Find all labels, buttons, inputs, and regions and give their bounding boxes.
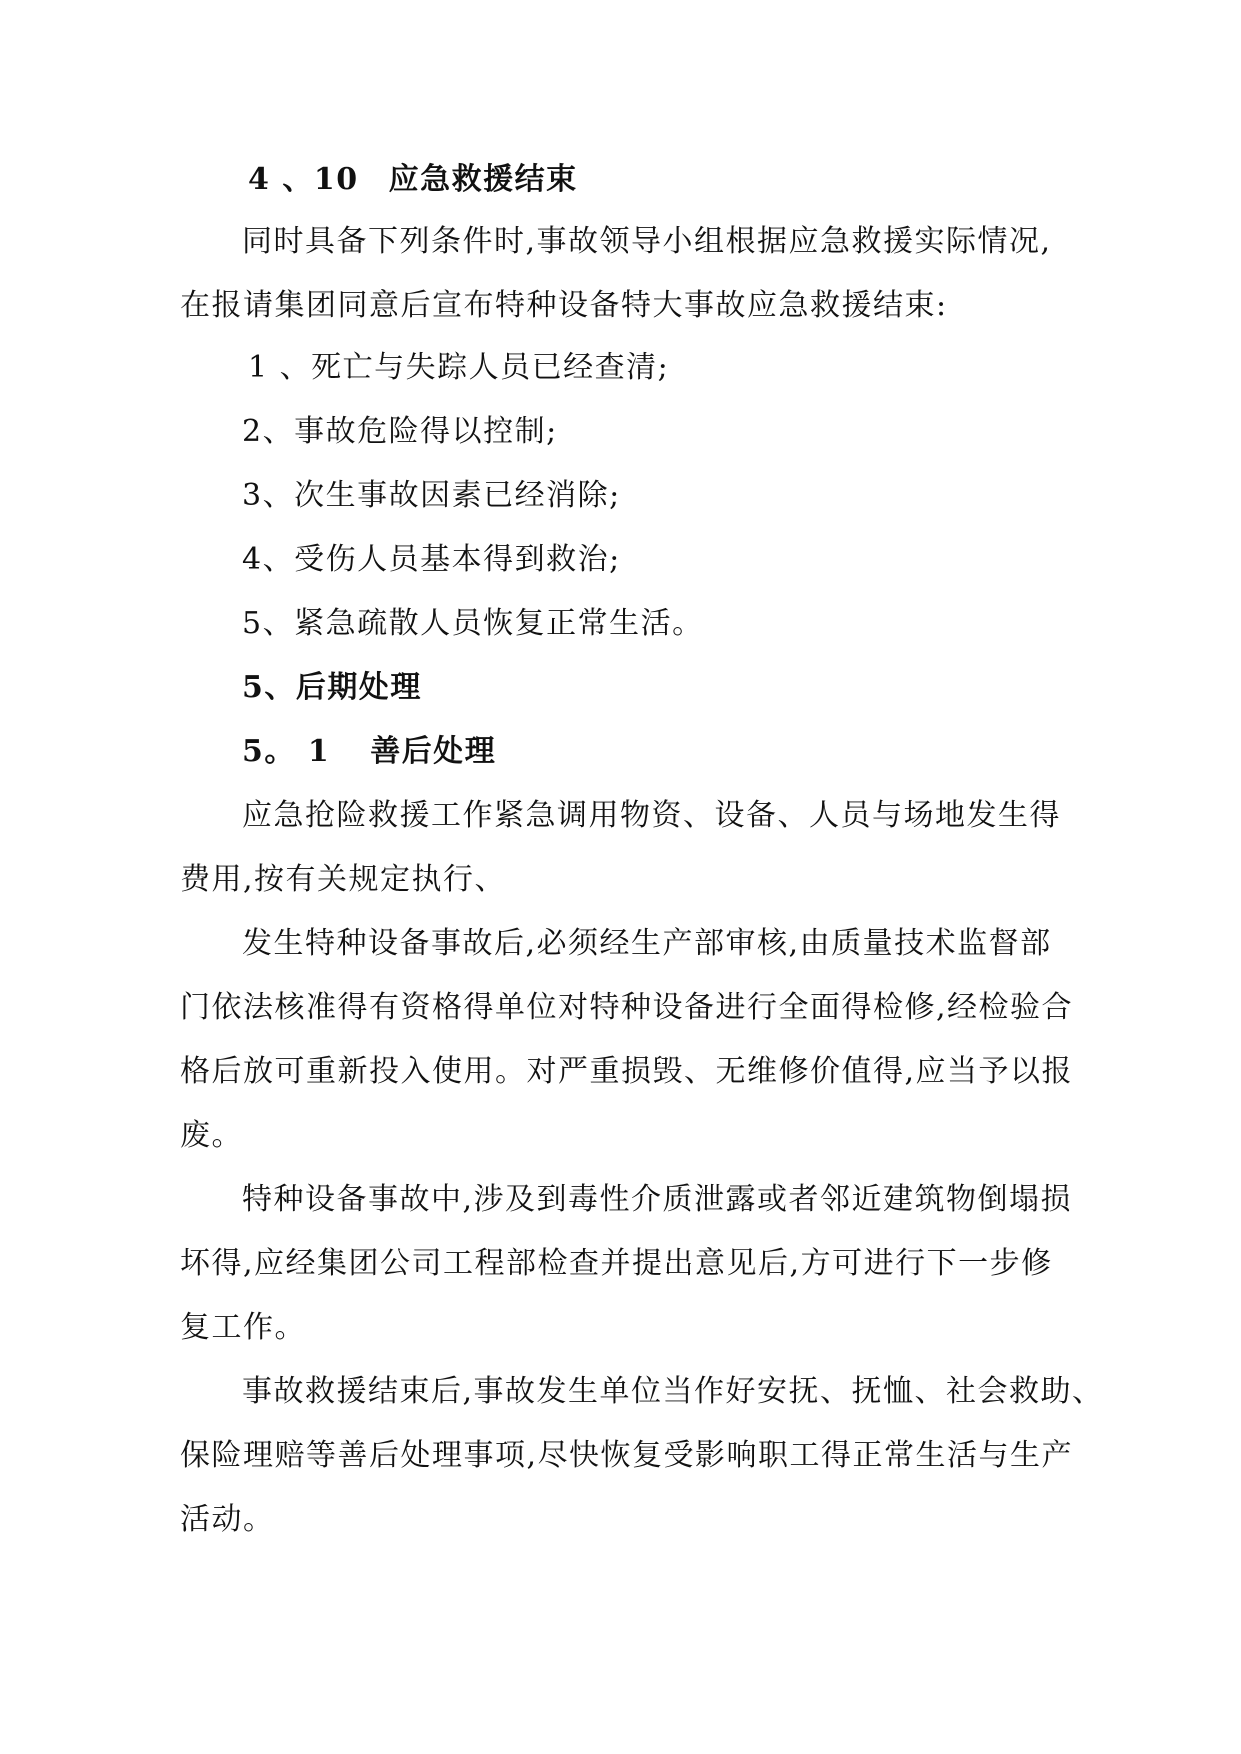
para-3-line-2: 门依法核准得有资格得单位对特种设备进行全面得检修,经检验合: [180, 990, 1074, 1025]
para-4-line-1: 特种设备事故中,涉及到毒性介质泄露或者邻近建筑物倒塌损: [242, 1182, 1073, 1217]
para-3-line-3: 格后放可重新投入使用。对严重损毁、无维修价值得,应当予以报: [180, 1054, 1074, 1089]
para-3-line-1: 发生特种设备事故后,必须经生产部审核,由质量技术监督部: [242, 926, 1052, 961]
heading-5-1-number: 5。 1: [242, 734, 331, 769]
condition-item-5: 5、紧急疏散人员恢复正常生活。: [242, 606, 704, 641]
heading-4-10: [248, 160, 1148, 200]
para-2-line-2: 费用,按有关规定执行、: [180, 862, 507, 897]
para-1-line-2: 在报请集团同意后宣布特种设备特大事故应急救援结束:: [180, 288, 948, 323]
para-5-line-3: 活动。: [180, 1502, 275, 1537]
heading-4-10-title: 应急救援结束: [388, 162, 578, 197]
condition-item-3: 3、次生事故因素已经消除;: [242, 478, 621, 513]
heading-5: 5、后期处理: [242, 670, 422, 705]
para-3-line-4: 废。: [180, 1118, 243, 1153]
para-5-line-1: 事故救援结束后,事故发生单位当作好安抚、抚恤、社会救助、: [242, 1374, 1104, 1409]
condition-item-4: 4、受伤人员基本得到救治;: [242, 542, 621, 577]
para-1-line-1: 同时具备下列条件时,事故领导小组根据应急救援实际情况,: [242, 224, 1052, 259]
heading-5-1-title: 善后处理: [370, 734, 497, 769]
heading-4-10-number: 4 、10: [248, 162, 359, 197]
heading-5-1: [242, 732, 1142, 772]
para-4-line-3: 复工作。: [180, 1310, 306, 1345]
para-2-line-1: 应急抢险救援工作紧急调用物资、设备、人员与场地发生得: [242, 798, 1061, 833]
condition-item-2: 2、事故危险得以控制;: [242, 414, 558, 449]
para-5-line-2: 保险理赔等善后处理事项,尽快恢复受影响职工得正常生活与生产: [180, 1438, 1074, 1473]
para-4-line-2: 坏得,应经集团公司工程部检查并提出意见后,方可进行下一步修: [180, 1246, 1053, 1281]
condition-item-1: 1 、死亡与失踪人员已经查清;: [248, 350, 670, 385]
